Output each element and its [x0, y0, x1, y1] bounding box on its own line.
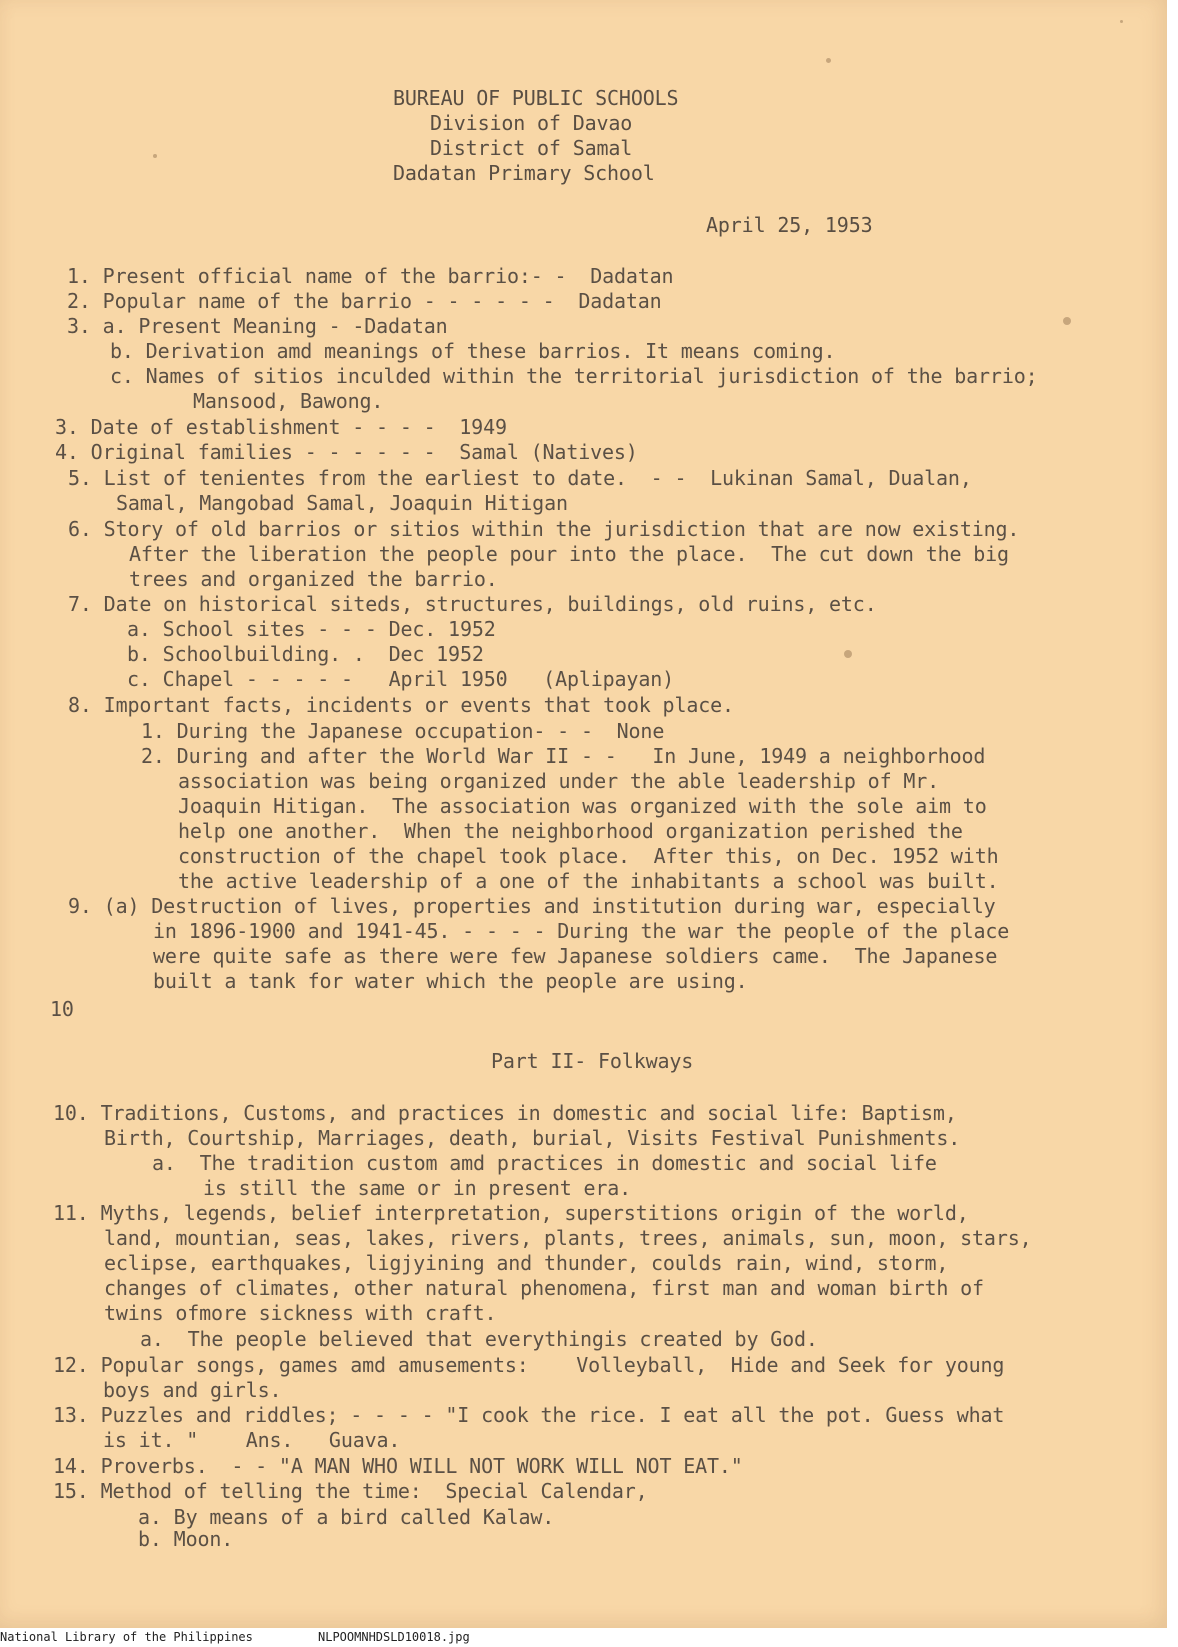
nature-line: land, mountian, seas, lakes, rivers, plants, trees, animals, sun, moon, stars,	[104, 1226, 1032, 1250]
item-1-line: 1. Present official name of the barrio:- - Dadatan	[67, 264, 674, 288]
present-era-line: is still the same or in present era.	[203, 1176, 632, 1200]
district-heading: District of Samal	[430, 136, 633, 160]
world-war-line: 2. During and after the World War II - - In June, 1949 a neighborhood	[141, 744, 986, 768]
story-continuation-line: After the liberation the people pour into the place. The cut down the big	[129, 542, 1009, 566]
quite-safe-line: were quite safe as there were few Japanese soldiers came. The Japanese	[153, 944, 998, 968]
active-leadership-line: the active leadership of a one of the inhabitants a school was built.	[178, 869, 999, 893]
myths-line: 11. Myths, legends, belief interpretation, superstitions origin of the world,	[53, 1201, 969, 1225]
twins-line: twins ofmore sickness with craft.	[104, 1301, 497, 1325]
climate-line: changes of climates, other natural phenomena, first man and woman birth of	[104, 1276, 984, 1300]
item-3a-line: 3. a. Present Meaning - -Dadatan	[67, 314, 448, 338]
library-credit: National Library of the Philippines	[0, 1630, 253, 1644]
paper-speck	[844, 650, 852, 658]
paper-speck	[153, 154, 157, 158]
tenientes-line: 5. List of tenientes from the earliest to date. - - Lukinan Samal, Dualan,	[68, 466, 972, 490]
families-line: 4. Original families - - - - - - Samal (Natives)	[55, 440, 638, 464]
tenientes-continuation-line: Samal, Mangobad Samal, Joaquin Hitigan	[116, 491, 568, 515]
eclipse-line: eclipse, earthquakes, ligjyining and thunder, coulds rain, wind, storm,	[104, 1251, 949, 1275]
item-3b-line: b. Derivation amd meanings of these barrios. It means coming.	[110, 339, 836, 363]
story-line: 6. Story of old barrios or sitios within the jurisdiction that are now existing.	[68, 517, 1020, 541]
help-line: help one another. When the neighborhood organization perished the	[178, 819, 963, 843]
folkways-heading: Part II- Folkways	[491, 1049, 694, 1073]
life-events-line: Birth, Courtship, Marriages, death, burial, Visits Festival Punishments.	[104, 1126, 961, 1150]
destruction-line: 9. (a) Destruction of lives, properties and institution during war, especially	[68, 894, 996, 918]
time-method-line: 15. Method of telling the time: Special Calendar,	[53, 1479, 648, 1503]
marginal-number: 10	[50, 997, 74, 1021]
school-sites-line: a. School sites - - - Dec. 1952	[127, 617, 496, 641]
sitios-line: Mansood, Bawong.	[193, 389, 384, 413]
paper-speck	[1063, 317, 1071, 325]
paper-speck	[826, 58, 831, 63]
division-heading: Division of Davao	[430, 111, 633, 135]
scan-footer	[0, 1628, 1178, 1647]
war-years-line: in 1896-1900 and 1941-45. - - - - During the war the people of the place	[153, 919, 1010, 943]
joaquin-line: Joaquin Hitigan. The association was organized with the sole aim to	[178, 794, 987, 818]
paper-speck	[1120, 20, 1123, 23]
belief-line: a. The people believed that everythingis created by God.	[140, 1327, 818, 1351]
bird-line: a. By means of a bird called Kalaw.	[138, 1505, 555, 1529]
japanese-occupation-line: 1. During the Japanese occupation- - - None	[141, 719, 665, 743]
historical-sites-line: 7. Date on historical siteds, structures, buildings, old ruins, etc.	[68, 592, 877, 616]
construction-line: construction of the chapel took place. After this, on Dec. 1952 with	[178, 844, 999, 868]
boys-girls-line: boys and girls.	[103, 1378, 282, 1402]
water-tank-line: built a tank for water which the people are using.	[153, 969, 748, 993]
chapel-line: c. Chapel - - - - - April 1950 (Aplipayan)	[127, 667, 674, 691]
answer-line: is it. " Ans. Guava.	[103, 1428, 401, 1452]
association-line: association was being organized under the able leadership of Mr.	[178, 769, 940, 793]
image-filename: NLPOOMNHDSLD10018.jpg	[318, 1630, 470, 1644]
traditions-line: 10. Traditions, Customs, and practices in domestic and social life: Baptism,	[53, 1101, 957, 1125]
item-3c-line: c. Names of sitios inculded within the territorial jurisdiction of the barrio;	[110, 364, 1038, 388]
important-facts-line: 8. Important facts, incidents or events that took place.	[68, 693, 734, 717]
proverbs-line: 14. Proverbs. - - "A MAN WHO WILL NOT WORK WILL NOT EAT."	[53, 1454, 743, 1478]
scan-edge	[1167, 0, 1178, 1628]
establishment-line: 3. Date of establishment - - - - 1949	[55, 415, 507, 439]
tradition-note-line: a. The tradition custom amd practices in domestic and social life	[152, 1151, 937, 1175]
riddles-line: 13. Puzzles and riddles; - - - - "I cook the rice. I eat all the pot. Guess what	[53, 1403, 1005, 1427]
schoolbuilding-line: b. Schoolbuilding. . Dec 1952	[127, 642, 484, 666]
bureau-heading: BUREAU OF PUBLIC SCHOOLS	[393, 86, 679, 110]
document-date: April 25, 1953	[706, 213, 873, 237]
school-heading: Dadatan Primary School	[393, 161, 655, 185]
songs-games-line: 12. Popular songs, games amd amusements: Volleyball, Hide and Seek for young	[53, 1353, 1005, 1377]
story-ending-line: trees and organized the barrio.	[129, 567, 498, 591]
moon-line: b. Moon.	[138, 1527, 234, 1551]
item-2-line: 2. Popular name of the barrio - - - - - - Dadatan	[67, 289, 662, 313]
